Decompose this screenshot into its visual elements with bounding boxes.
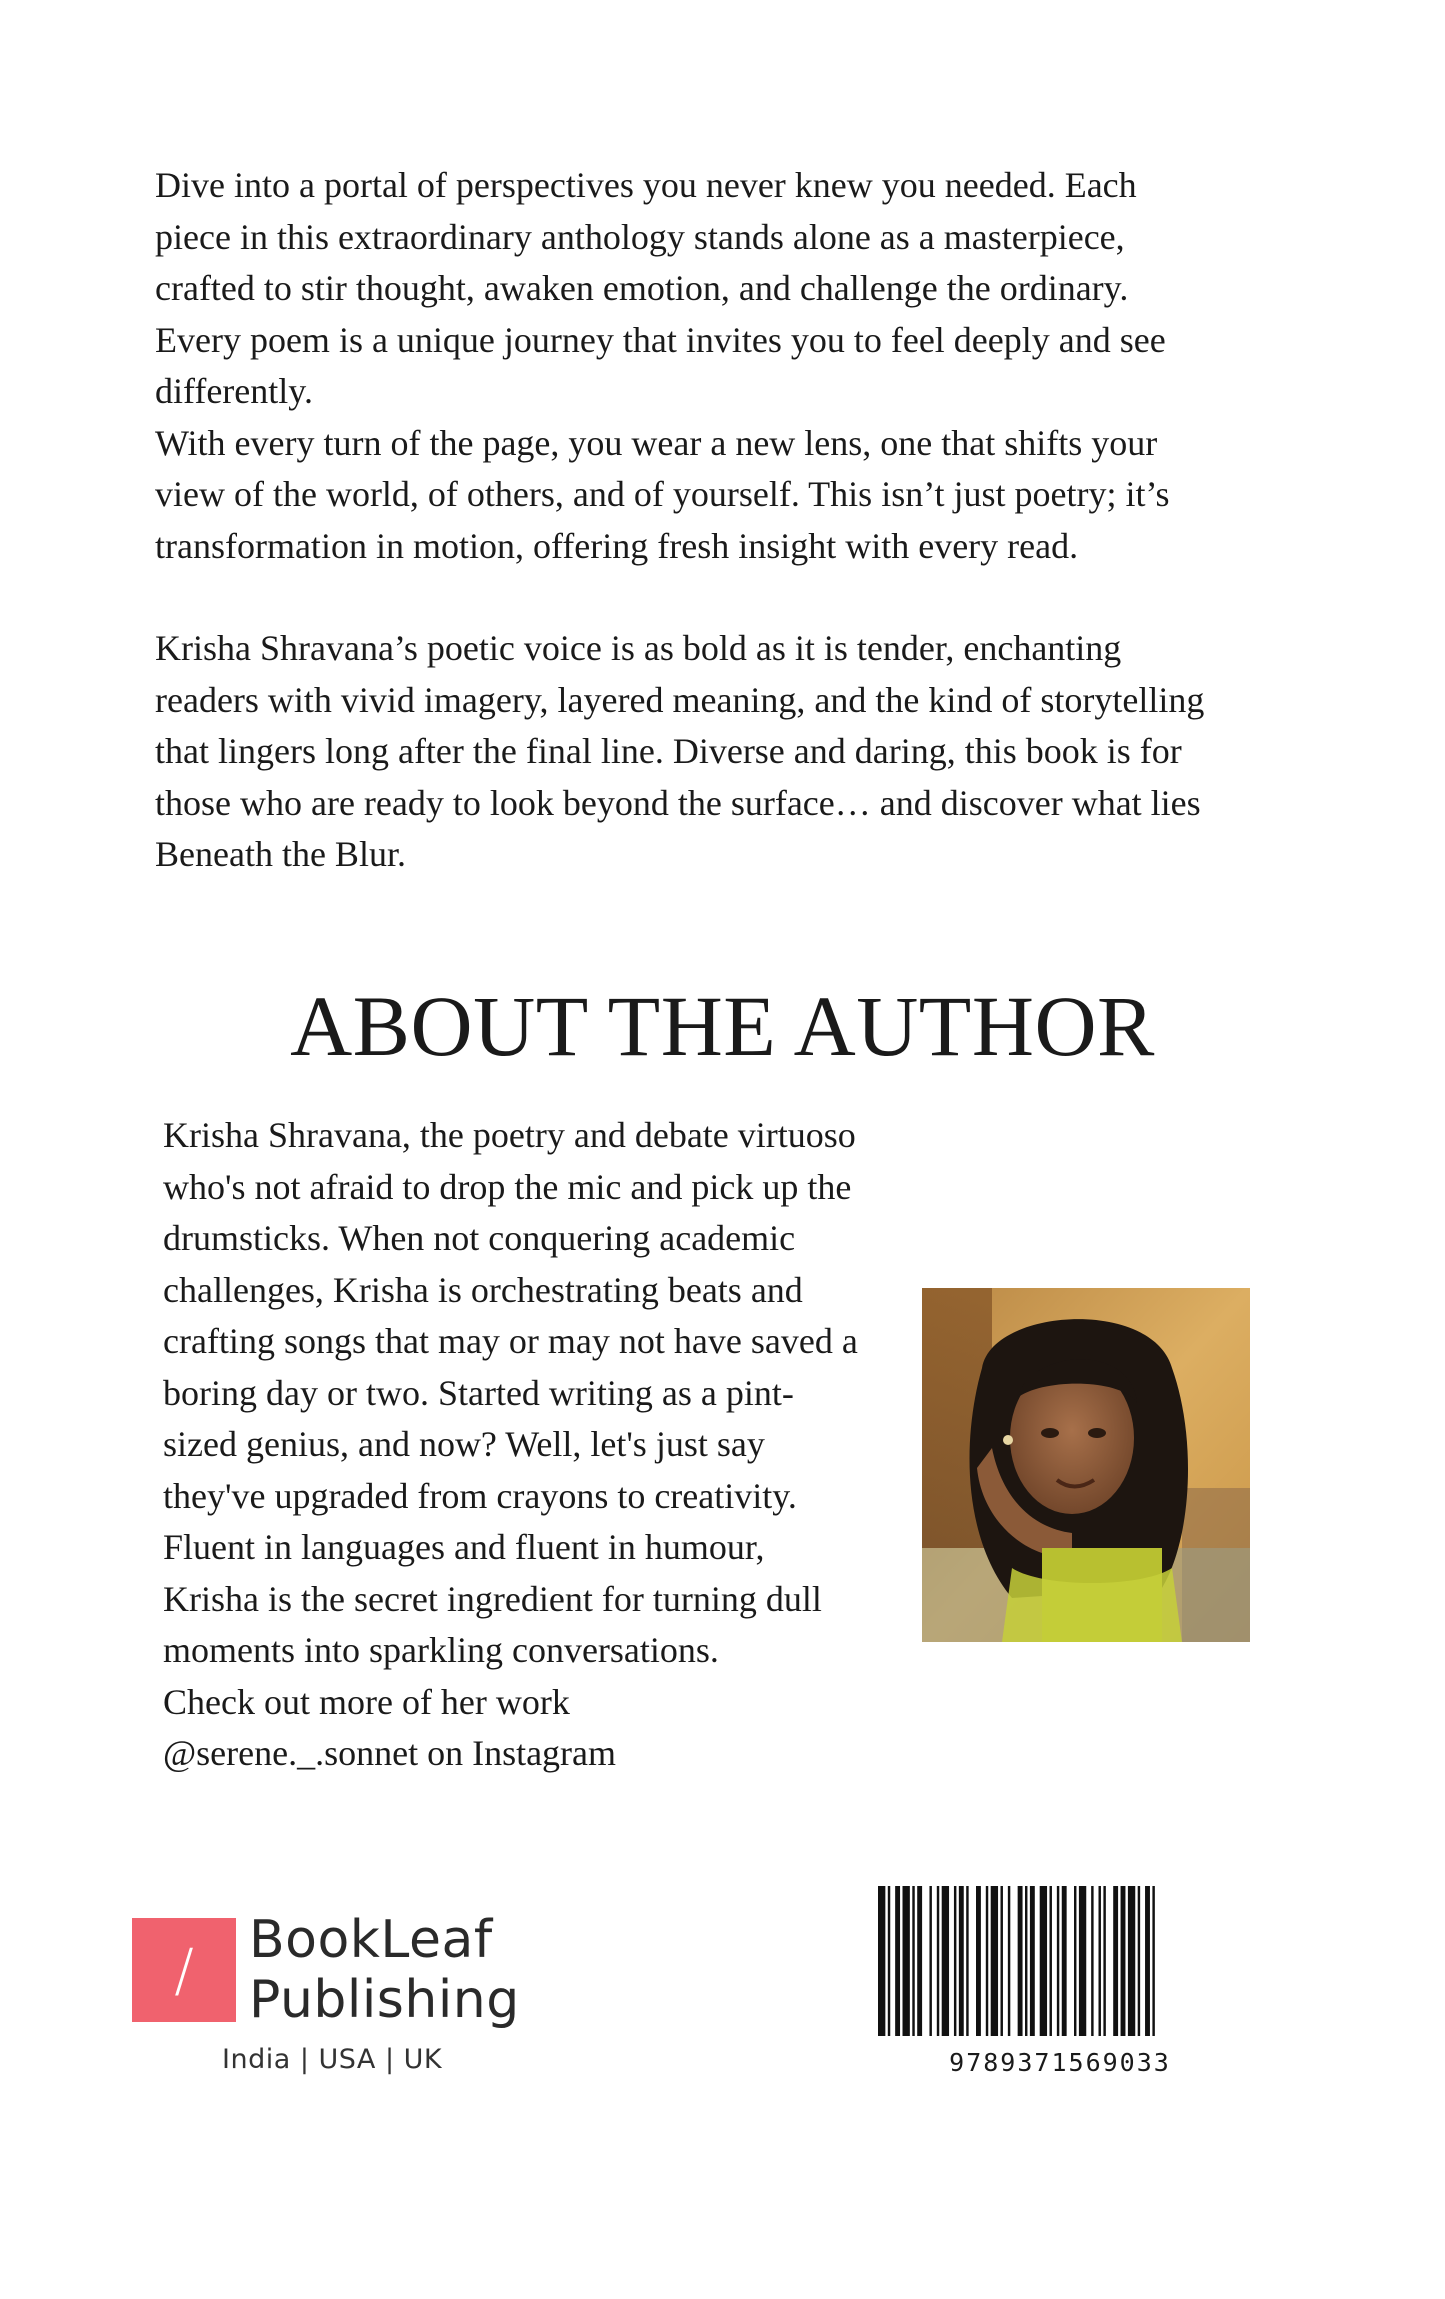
barcode-bar [986,1886,988,2036]
barcode-bar [1018,1886,1023,2036]
isbn-number: 9789371569033 [949,2048,1171,2077]
about-author-heading: ABOUT THE AUTHOR [290,978,1155,1074]
publisher-regions: India | USA | UK [222,2044,443,2075]
barcode-bar [929,1886,931,2036]
author-photo [922,1288,1250,1642]
barcode-bar [1103,1886,1105,2036]
barcode-bar [917,1886,922,2036]
barcode-bar [878,1886,885,2036]
author-instagram-handle: @serene._.sonnet on Instagram [163,1733,617,1773]
barcode-bar [959,1886,964,2036]
barcode-bar [937,1886,939,2036]
barcode-bar [1121,1886,1126,2036]
barcode-bar [1128,1886,1135,2036]
author-bio [163,1110,863,1780]
blurb-paragraph: Dive into a portal of perspectives you never knew you needed. Each piece in this extraordinary anthology stands alone as a masterpiece, crafted to stir thought, awaken emotion, and challenge the ordinary. Every poem is a unique journey that invites you to feel deeply and see differently. [155,165,1166,411]
barcode-bar [888,1886,890,2036]
publisher-name [249,1910,520,2030]
barcode-bar [1138,1886,1140,2036]
author-bio-text: Krisha Shravana, the poetry and debate virtuoso who's not afraid to drop the mic and pick up the drumsticks. When not conquering academic challenges, Krisha is orchestrating beats and crafting songs that may or may not have saved a boring day or two. Started writing as a pint-sized genius, and now? Well, let's just say they've upgraded from crayons to creativity. Fluent in languages and fluent in humour, Krisha is the secret ingredient for turning dull moments into sparkling conversations. [163,1115,858,1670]
barcode-bar [942,1886,949,2036]
blurb-paragraph: With every turn of the page, you wear a new lens, one that shifts your view of the world, of others, and of yourself. This isn’t just poetry; it’s transformation in motion, offering fresh insight with every read. [155,422,1170,566]
barcode-bar [1074,1886,1076,2036]
barcode-bar [954,1886,956,2036]
barcode-bar [1040,1886,1047,2036]
barcode-bar [976,1886,981,2036]
isbn-barcode [878,1886,1248,2096]
blurb-paragraph: Krisha Shravana’s poetic voice is as bold as it is tender, enchanting readers with vivid imagery, layered meaning, and the kind of storytelling that lingers long after the final line. Diverse and daring, this book is for those who are ready to look beyond the surface… and discover what lies Beneath the Blur. [155,628,1205,874]
barcode-bar [1145,1886,1150,2036]
barcode-bar [1008,1886,1010,2036]
barcode-bar [1062,1886,1067,2036]
barcode-bar [1001,1886,1003,2036]
barcode-bar [1050,1886,1052,2036]
author-portrait-image [922,1288,1250,1642]
barcode-bar [1025,1886,1027,2036]
publisher-logo-mark [132,1918,236,2022]
barcode-bar [1152,1886,1154,2036]
barcode-bar [1057,1886,1059,2036]
publisher-name-line: BookLeaf [249,1910,493,1970]
slash-icon: / [174,1936,194,2004]
barcode-bar [912,1886,914,2036]
author-more-line: Check out more of her work [163,1681,570,1722]
barcode-bar [1030,1886,1035,2036]
barcode-bar [1091,1886,1093,2036]
barcode-bar [903,1886,910,2036]
publisher-name-line: Publishing [249,1970,520,2030]
barcode-bar [1113,1886,1118,2036]
barcode-icon [878,1886,1248,2046]
publisher-logo [132,1910,532,2098]
barcode-bar [1079,1886,1086,2036]
barcode-bar [966,1886,968,2036]
back-cover-blurb [155,160,1215,881]
barcode-bar [895,1886,900,2036]
barcode-bar [991,1886,998,2036]
barcode-bar [1099,1886,1101,2036]
